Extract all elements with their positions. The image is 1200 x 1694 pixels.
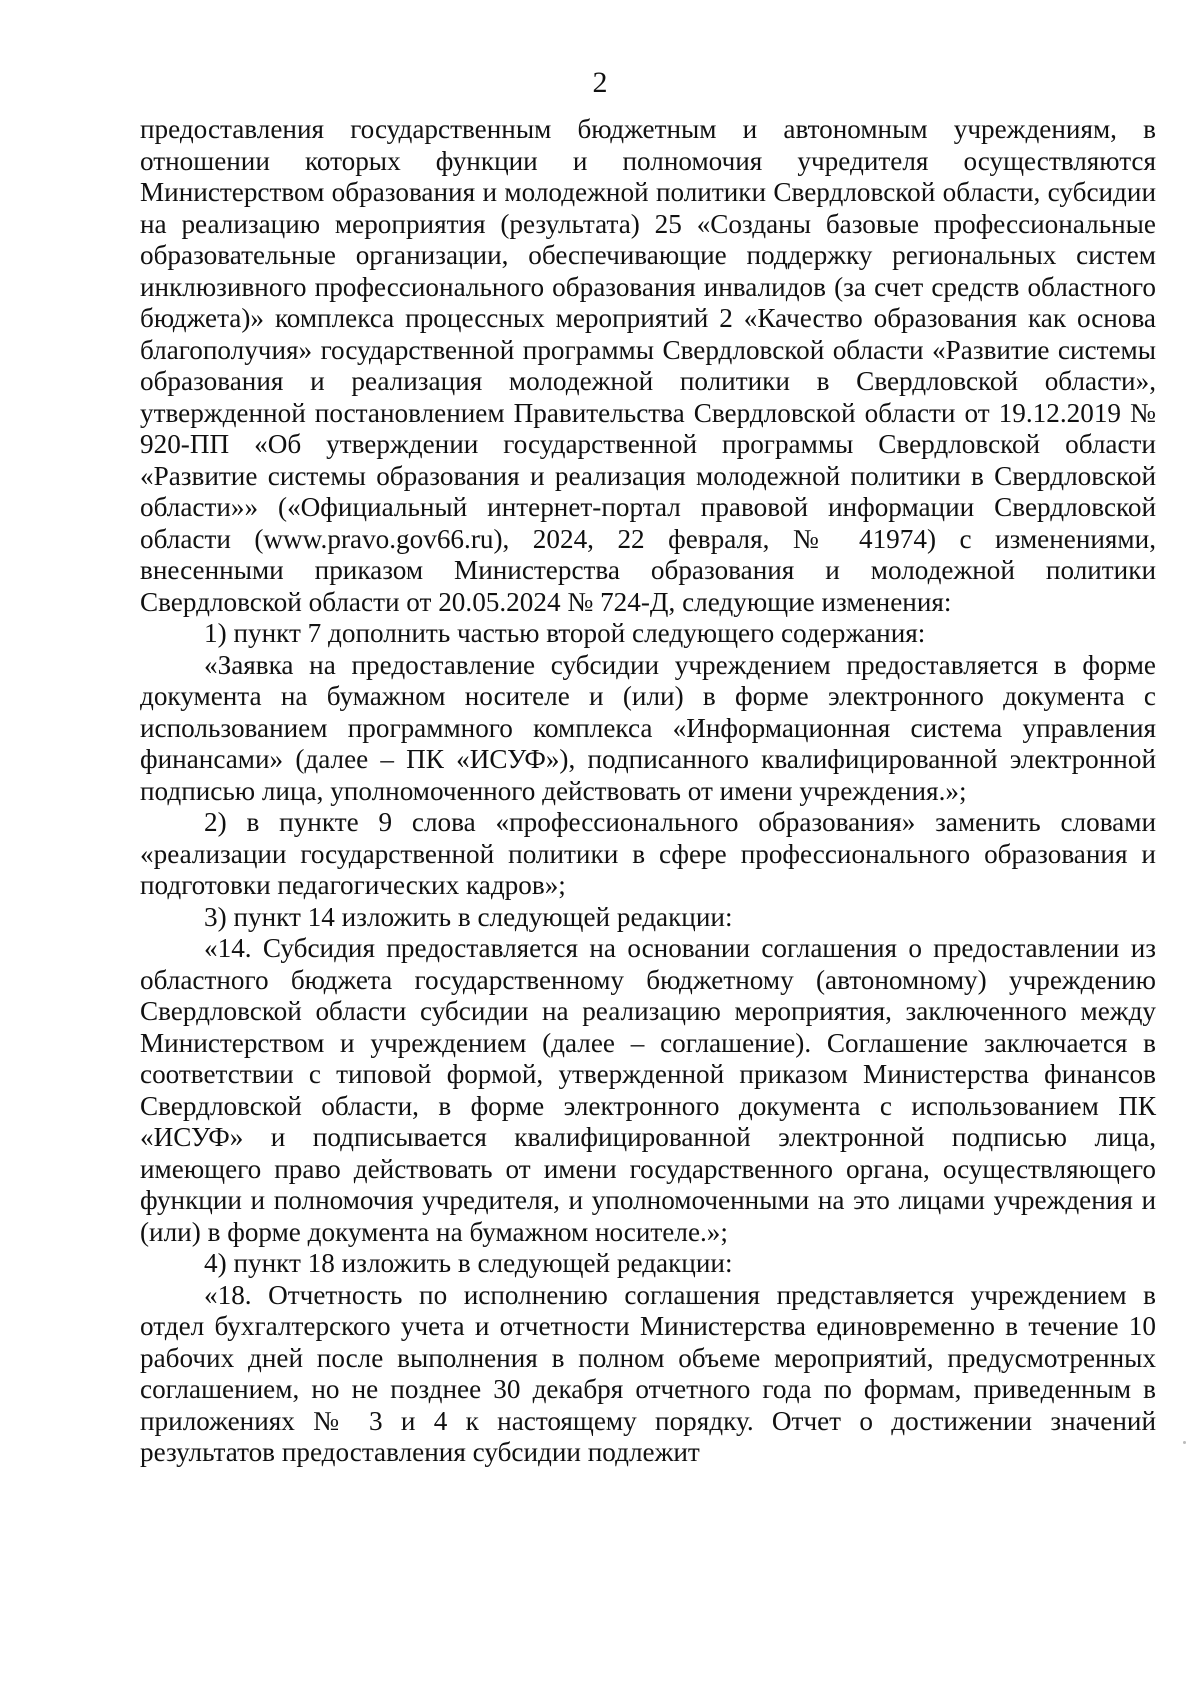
- page-number: 2: [592, 66, 608, 99]
- scan-speck: [1183, 1441, 1186, 1444]
- paragraph-quote-application: «Заявка на предоставление субсидии учреждением предоставляется в форме документа на бумажном носителе и (или) в форме электронного документа с использованием программного комплекса «Информационная система управления финансами» (далее – ПК «ИСУФ»), подписанного квалифицированной электронной подписью лица, уполномоченного действовать от имени учреждения.»;: [140, 649, 1156, 806]
- paragraph-item-1: 1) пункт 7 дополнить частью второй следующего содержания:: [204, 618, 926, 648]
- paragraph-quote-point-14: «14. Субсидия предоставляется на основании соглашения о предоставлении из областного бюджета государственному бюджетному (автономному) учреждению Свердловской области субсидии на реализацию мероприятия, заключенного между Министерством и учреждением (далее – соглашение). Соглашение заключается в соответствии с типовой формой, утвержденной приказом Министерства финансов Свердловской области, в форме электронного документа с использованием ПК «ИСУФ» и подписывается квалифицированной электронной подписью лица, имеющего право действовать от имени государственного органа, осуществляющего функции и полномочия учредителя, и уполномоченными на это лицами учреждения и (или) в форме документа на бумажном носителе.»;: [140, 933, 1156, 1247]
- document-body: [140, 114, 1156, 1469]
- paragraph-item-4: 4) пункт 18 изложить в следующей редакции:: [204, 1248, 733, 1278]
- paragraph-item-3: 3) пункт 14 изложить в следующей редакции:: [204, 901, 733, 932]
- paragraph-item-2: 2) в пункте 9 слова «профессионального образования» заменить словами «реализации государственной политики в сфере профессионального образования и подготовки педагогических кадров»;: [140, 807, 1156, 900]
- paragraph-intro: предоставления государственным бюджетным и автономным учреждениям, в отношении которых функции и полномочия учредителя осуществляются Министерством образования и молодежной политики Свердловской области, субсидии на реализацию мероприятия (результата) 25 «Созданы базовые профессиональные образовательные организации, обеспечивающие поддержку региональных систем инклюзивного профессионального образования инвалидов (за счет средств областного бюджета)» комплекса процессных мероприятий 2 «Качество образования как основа благополучия» государственной программы Свердловской области «Развитие системы образования и реализация молодежной политики в Свердловской области», утвержденной постановлением Правительства Свердловской области от 19.12.2019 № 920-ПП «Об утверждении государственной программы Свердловской области «Развитие системы образования и реализация молодежной политики в Свердловской области»» («Официальный интернет-портал правовой информации Свердловской области (www.pravo.gov66.ru), 2024, 22 февраля, № 41974) с изменениями, внесенными приказом Министерства образования и молодежной политики Свердловской области от 20.05.2024 № 724-Д, следующие изменения:: [140, 114, 1156, 617]
- paragraph-quote-point-18: «18. Отчетность по исполнению соглашения представляется учреждением в отдел бухгалтерского учета и отчетности Министерства единовременно в течение 10 рабочих дней после выполнения в полном объеме мероприятий, предусмотренных соглашением, но не позднее 30 декабря отчетного года по формам, приведенным в приложениях № 3 и 4 к настоящему порядку. Отчет о достижении значений результатов предоставления субсидии подлежит: [140, 1279, 1156, 1467]
